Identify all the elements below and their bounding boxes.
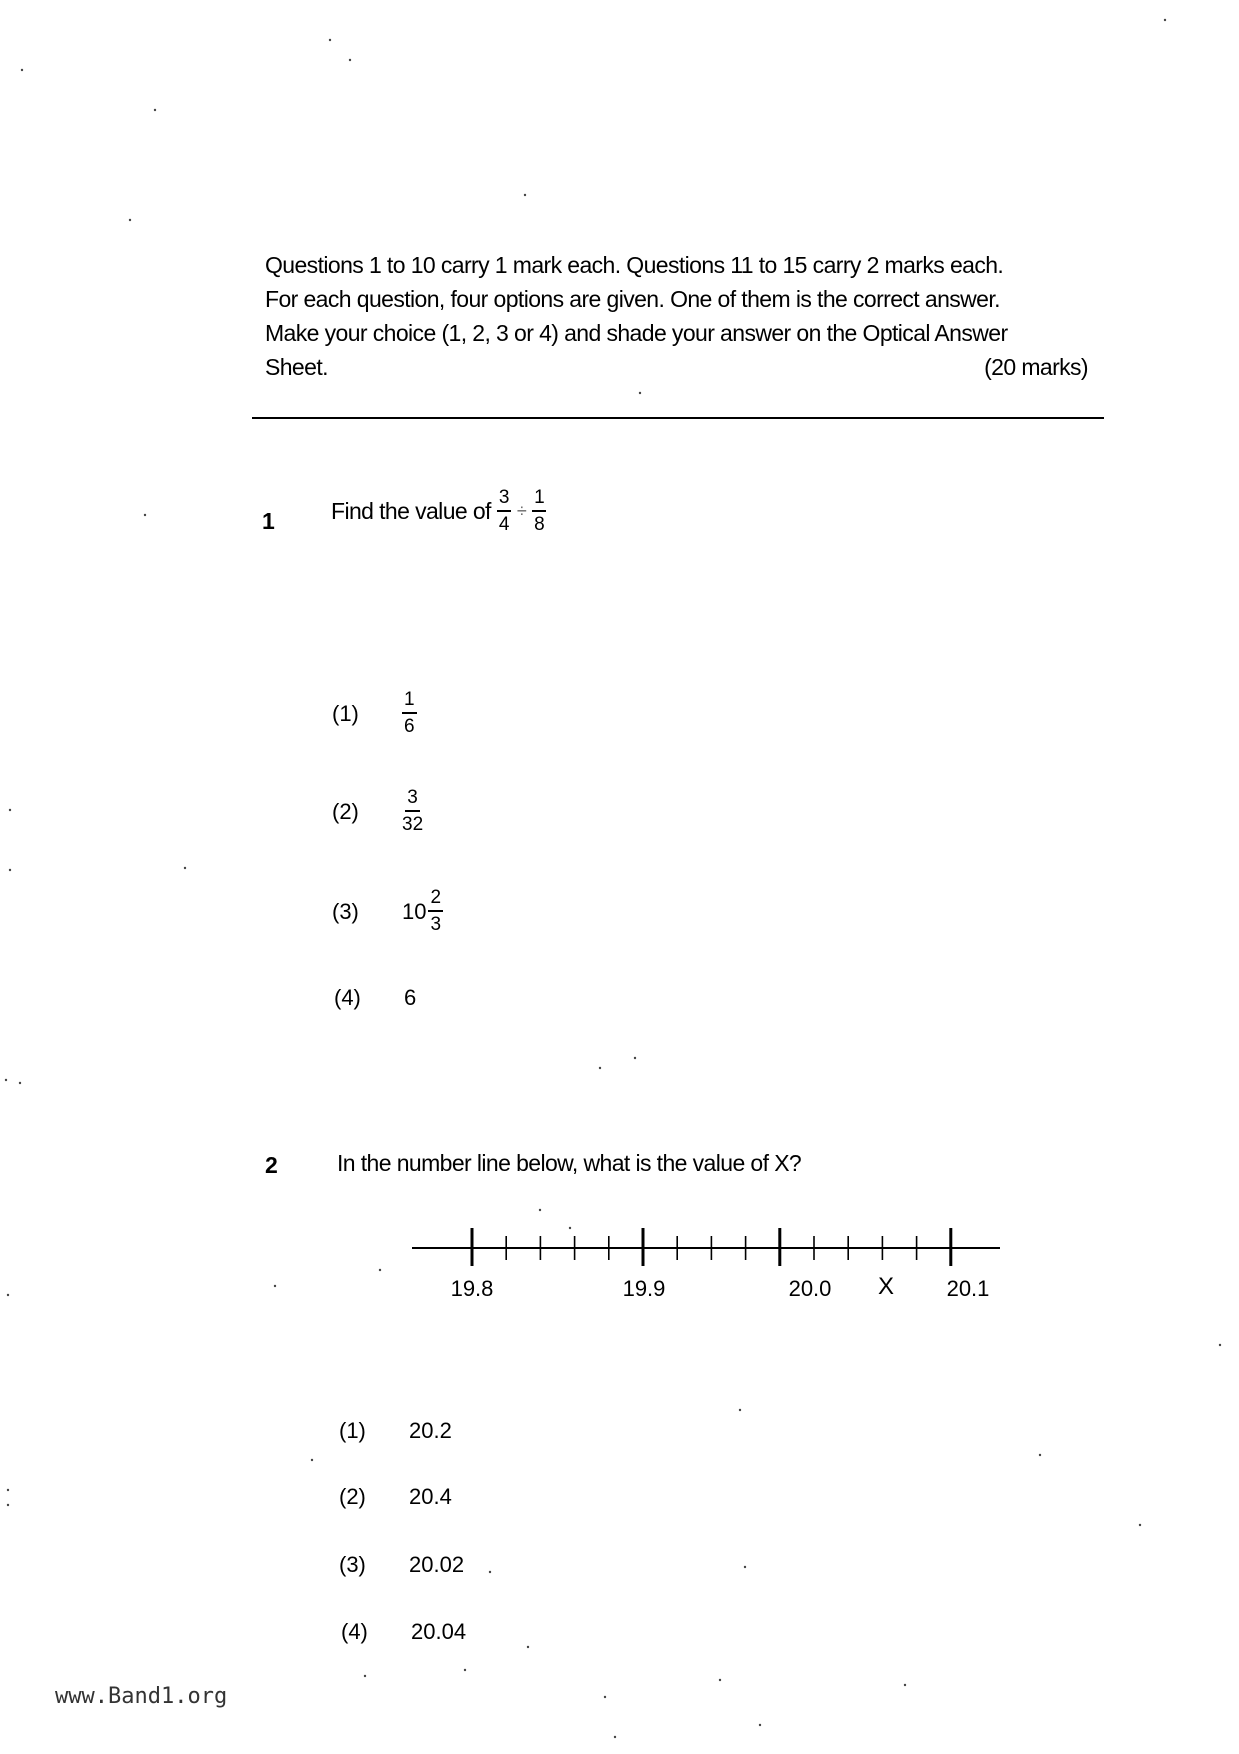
question-1-prompt: Find the value of [331,498,491,524]
q2-option-2[interactable]: (2) 20.4 [339,1484,452,1509]
instructions-line-4 [265,350,1098,384]
number-line [400,1210,1020,1310]
divide-operator: ÷ [516,501,527,521]
q2-option-3[interactable]: (3) 20.02 [339,1552,465,1577]
instructions-line-2: For each question, four options are given. One of them is the correct answer. [265,286,1000,312]
q1-option-4[interactable]: (4) 6 [334,985,417,1010]
label-19-9: 19.9 [622,1276,666,1301]
fraction-three-quarters: $\frac{3}{4}$ [498,487,509,535]
fraction-one-eighth: $\frac{1}{8}$ [534,487,545,535]
instructions [265,248,1098,384]
label-19-8: 19.8 [450,1276,494,1301]
question-1-text [331,488,546,535]
q1-option-3[interactable]: (3) 10 $\frac{2}{3}$ [332,887,442,935]
marks-total: (20 marks) [984,354,1088,380]
q1-option-1[interactable]: (1) $\frac{1}{6}$ [332,689,415,737]
label-20-0: 20.0 [788,1276,832,1301]
question-2-text: In the number line below, what is the value of X? [337,1150,802,1176]
section-divider [252,417,1104,419]
number-line-labels [451,1273,990,1301]
q2-option-4[interactable]: (4) 20.04 [341,1619,467,1644]
instructions-line-1: Questions 1 to 10 carry 1 mark each. Questions 11 to 15 carry 2 marks each. [265,252,1004,278]
q2-option-1[interactable]: (1) 20.2 [339,1418,452,1443]
label-20-1: 20.1 [946,1276,990,1301]
label-x: X [877,1273,895,1300]
instructions-line-3: Make your choice (1, 2, 3 or 4) and shade your answer on the Optical Answer [265,320,1008,346]
footer-url[interactable]: www.Band1.org [55,1684,228,1709]
question-1-number: 1 [262,508,275,534]
q1-option-2[interactable]: (2) $\frac{3}{32}$ [332,787,424,835]
question-2-number: 2 [265,1152,278,1178]
instructions-sheet: Sheet. [265,354,328,380]
